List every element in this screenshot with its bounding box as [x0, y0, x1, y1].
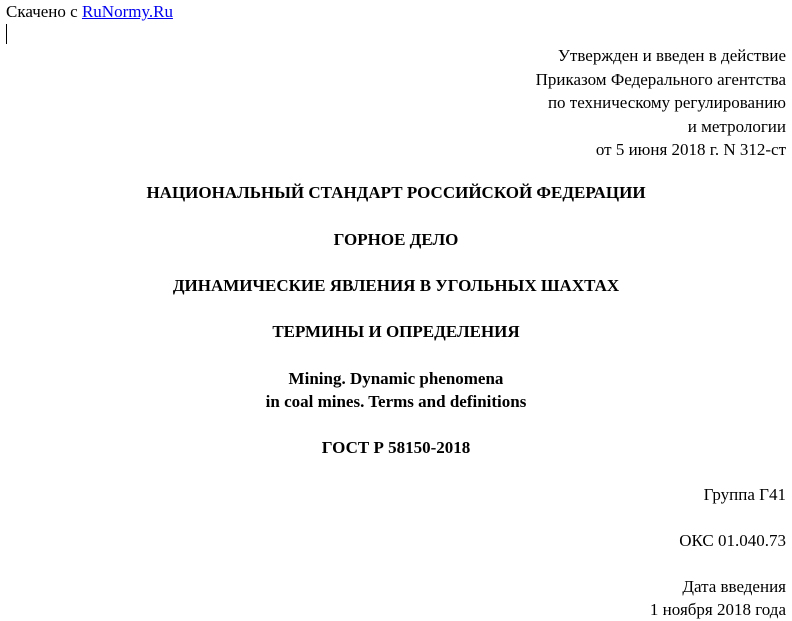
standard-type-heading: НАЦИОНАЛЬНЫЙ СТАНДАРТ РОССИЙСКОЙ ФЕДЕРАЦИИ: [146, 183, 646, 202]
approval-line: по техническому регулированию: [547, 93, 786, 112]
field-heading: ГОРНОЕ ДЕЛО: [333, 230, 459, 249]
subject-heading: ДИНАМИЧЕСКИЕ ЯВЛЕНИЯ В УГОЛЬНЫХ ШАХТАХ: [172, 276, 620, 295]
intro-date-label: Дата введения: [682, 577, 786, 596]
source-line: [6, 0, 173, 23]
source-prefix: Скачено с: [6, 2, 82, 21]
english-title-line-1: Mining. Dynamic phenomena: [288, 369, 504, 388]
text-cursor: [6, 24, 7, 44]
standard-code: ГОСТ Р 58150-2018: [321, 438, 471, 457]
intro-date-value: 1 ноября 2018 года: [649, 600, 786, 619]
approval-line: Утвержден и введен в действие: [557, 46, 786, 65]
approval-block: [536, 44, 786, 162]
source-link[interactable]: RuNormy.Ru: [81, 2, 173, 21]
part-heading: ТЕРМИНЫ И ОПРЕДЕЛЕНИЯ: [272, 322, 520, 341]
approval-line: и метрологии: [687, 116, 786, 136]
oks-label: ОКС 01.040.73: [679, 531, 786, 550]
approval-line: от 5 июня 2018 г. N 312-ст: [595, 140, 786, 159]
english-title-line-2: in coal mines. Terms and definitions: [265, 392, 527, 411]
group-label: Группа Г41: [703, 485, 786, 504]
approval-line: Приказом Федерального агентства: [535, 69, 786, 89]
